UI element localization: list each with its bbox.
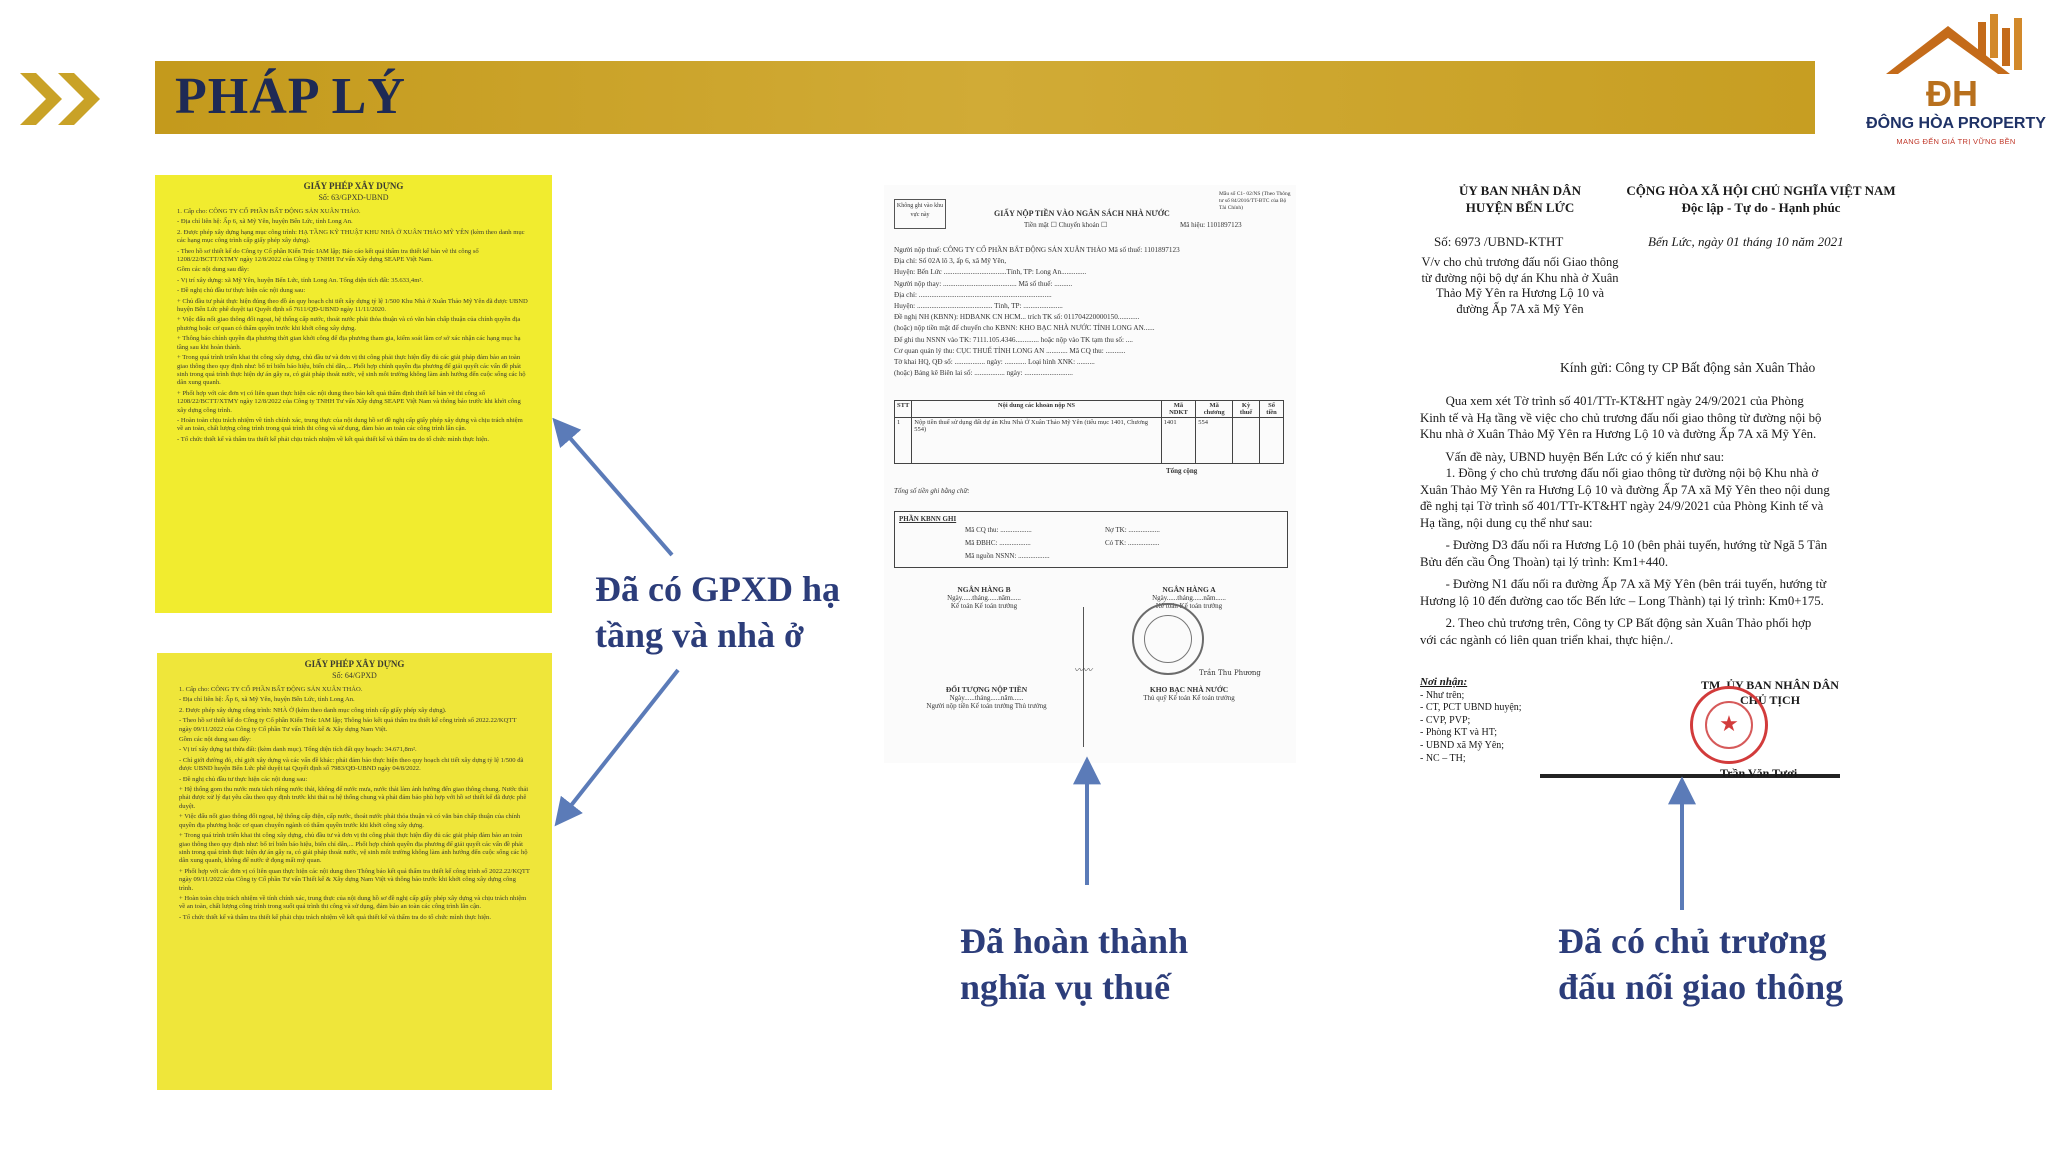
table-cell: 1 (895, 418, 912, 464)
arrow-to-permit1 (556, 422, 672, 555)
table-header: Mã NDKT (1161, 401, 1196, 418)
ubnd-subject: V/v cho chủ trương đấu nối Giao thông từ đường nội bộ dự án Khu nhà ở Xuân Thảo Mỹ Yên ra Hương Lộ 10 và đường Ấp 7A xã Mỹ Yên (1421, 255, 1619, 316)
kbnn-field: Có TK: .................. (1105, 539, 1160, 547)
permit-line: + Trong quá trình triển khai thi công xây dựng, chủ đầu tư và đơn vị thi công phải thực hiện đầy đủ các giải pháp đảm bảo an toàn giao thông theo quy định như: bố trí biển báo hiệu, biển chỉ dẫn,... Phối hợp chính quyền địa phương để giải quyết các vấn đề phát sinh trong quá trình thực hiện dự án gây ra, có giải pháp thoát nước, vệ sinh môi trường không làm ảnh hưởng đến cuộc sống các hộ dân xung quanh. (177, 354, 526, 387)
tax-subtitle: Tiền mặt ☐ Chuyển khoản ☐ (1024, 221, 1108, 229)
caption-line: Đã có GPXD hạ (595, 569, 840, 609)
caption-line: Đã hoàn thành (960, 921, 1189, 961)
bank-accountant: Kế toán Kế toán trưởng (1155, 602, 1223, 610)
ubnd-paragraph: Qua xem xét Tờ trình số 401/TTr-KT&HT ngày 24/9/2021 của Phòng (1420, 394, 1804, 408)
treasury-block (1099, 685, 1279, 702)
recipient-item: - UBND xã Mỹ Yên; (1420, 739, 1505, 751)
permit-line: + Hệ thống gom thu nước mưa tách riêng nước thải, không để nước mưa, nước thải làm ảnh hưởng đến giao thông chung. Nước thải phải được xử lý đạt yêu cầu theo quy định trước khi thải ra hệ thống chung và phải đảm bảo phù hợp với hồ sơ thiết kế đã được phê duyệt. (179, 786, 529, 810)
ubnd-paragraph: - Đường D3 đấu nối ra Hương Lộ 10 (bên phải tuyến, hướng từ Ngã 5 Tân (1420, 538, 1828, 552)
tax-payment-document (884, 185, 1296, 763)
ubnd-paragraph: 1. Đồng ý cho chủ trương đấu nối giao thông từ đường nội bộ Khu nhà ở (1420, 466, 1819, 480)
permit-line: 2. Được phép xây dựng công trình: NHÀ Ở (kèm theo danh mục công trình cấp giấy phép xây dựng). (179, 706, 447, 714)
payer-sub: Người nộp tiền Kế toán trưởng Thủ trưởng (926, 702, 1047, 710)
permit-line: - Vị trí xây dựng tại thửa đất: (kèm danh mục). Tổng diện tích đất quy hoạch: 34.671,8m². (179, 746, 417, 754)
ubnd-signer: Trần Văn Tươi (1720, 766, 1798, 780)
caption-line: Đã có chủ trương (1558, 921, 1827, 961)
tax-line: Để ghi thu NSNN vào TK: 7111.105.4346............. hoặc nộp vào TK tạm thu số: .... (894, 335, 1133, 344)
bank-b (904, 585, 1064, 610)
building-permit-housing (157, 653, 552, 1090)
bank-accountant: Kế toán Kế toán trưởng (950, 602, 1018, 610)
bank-a (1099, 585, 1279, 610)
treasury-sub: Thủ quỹ Kế toán Kế toán trưởng (1143, 694, 1235, 702)
ubnd-paragraph: đề nghị tại Tờ trình số 401/TTr-KT&HT ngày 24/9/2021 của Phòng Kinh tế và (1420, 499, 1824, 513)
permit-line: - Địa chỉ liên hệ: Ấp 6, xã Mỹ Yên, huyện Bến Lức, tỉnh Long An. (179, 696, 355, 704)
permit-title: GIẤY PHÉP XÂY DỰNG (303, 181, 404, 191)
permit-body (157, 680, 552, 922)
permit-line: - Đề nghị chủ đầu tư thực hiện các nội dung sau: (177, 287, 306, 295)
tax-line: Địa chỉ: Số 02A lô 3, ấp 6, xã Mỹ Yên, (894, 257, 1007, 266)
permit-line: + Thông báo chính quyền địa phương thời gian khởi công để địa phương tham gia, kiểm soát làm cơ sở xác nhận các hạng mục hạ tầng sau khi hoàn thành. (177, 335, 521, 351)
tax-line: Tờ khai HQ, QĐ số: ................. ngày: ............ Loại hình XNK: .......... (894, 358, 1095, 367)
tax-badge: Không ghi vào khu vực này (894, 199, 946, 229)
bank-date: Ngày......tháng......năm...... (1152, 594, 1226, 602)
recipient-item: - CVP, PVP; (1420, 714, 1471, 726)
permit-number: Số: 64/GPXD (332, 671, 377, 680)
sign-title-2: CHỦ TỊCH (1739, 693, 1801, 707)
permit-line: 2. Được phép xây dựng hạng mục công trình: HẠ TẦNG KỸ THUẬT KHU NHÀ Ở XUÂN THẢO MỸ YÊN (kèm theo danh mục các hạng mục công trình cấp giấy phép xây dựng). (177, 228, 525, 245)
table-header: Số tiền (1260, 401, 1284, 418)
title-bar (155, 61, 1815, 134)
permit-line: - Tổ chức thiết kế và thẩm tra thiết kế phải chịu trách nhiệm về kết quả thiết kế và thẩm tra do tổ chức mình thực hiện. (177, 435, 489, 443)
bank-a-title: NGÂN HÀNG A (1162, 585, 1216, 594)
ubnd-date: Bến Lức, ngày 01 tháng 10 năm 2021 (1648, 234, 1844, 249)
table-cell (1260, 418, 1284, 464)
permit-line: - Theo hồ sơ thiết kế do Công ty Cổ phần Kiến Trúc IAM lập; Thông báo kết quả thẩm tra thiết kế công trình số 2022.22/KQTT ngày 09/11/2022 của Công ty Cổ phần Tư vấn Thiết kế & Xây dựng Nam Việt. (179, 717, 517, 733)
tax-line: Đề nghị NH (KBNN): HDBANK CN HCM... trích TK số: 011704220000150............ (894, 313, 1140, 322)
ubnd-paragraph: Khu nhà ở Xuân Thảo Mỹ Yên ra Hương Lộ 10 và đường Ấp 7A xã Mỹ Yên. (1420, 427, 1817, 441)
caption-tax (960, 918, 1188, 1010)
tax-total: Tổng cộng (1166, 467, 1198, 475)
table-cell: 554 (1196, 418, 1233, 464)
recipient-item: - Phòng KT và HT; (1420, 727, 1498, 739)
treasury-title: KHO BẠC NHÀ NƯỚC (1149, 685, 1229, 694)
chevron-right-icon (20, 73, 62, 125)
sign-title-1: TM. ỦY BAN NHÂN DÂN (1701, 678, 1839, 692)
arrow-to-permit2 (558, 670, 678, 822)
ubnd-motto: Độc lập - Tự do - Hạnh phúc (1681, 200, 1841, 215)
permit-title: GIẤY PHÉP XÂY DỰNG (304, 659, 405, 669)
tax-words: Tổng số tiền ghi bằng chữ: (894, 487, 970, 495)
ubnd-paragraph: 2. Theo chủ trương trên, Công ty CP Bất động sản Xuân Thảo phối hợp (1420, 616, 1812, 630)
signer-name: Trần Thu Phương (1199, 669, 1261, 677)
kbnn-label: PHẦN KBNN GHI (899, 515, 957, 523)
ubnd-paragraph: Vấn đề này, UBND huyện Bến Lức có ý kiến như sau: (1420, 449, 1725, 464)
table-cell (1233, 418, 1260, 464)
table-cell: 1401 (1161, 418, 1196, 464)
tax-code: Mã hiệu: 1101897123 (1180, 221, 1242, 229)
tax-line: Địa chỉ: .......................................................................... (894, 290, 1052, 299)
ubnd-body (1420, 393, 1898, 648)
kbnn-field: Mã CQ thu: .................. (965, 526, 1032, 534)
permit-line: + Việc đấu nối giao thông đối ngoại, hệ thống cấp điện, cấp nước, thoát nước phải thỏa thuận và có văn bản chấp thuận của chính quyền địa phương hoặc cơ quan chuyên ngành có thẩm quyền trước khi khởi công xây dựng. (179, 813, 521, 829)
ubnd-paragraph: - Đường N1 đấu nối ra đường Ấp 7A xã Mỹ Yên (bên trái tuyến, hướng từ (1420, 577, 1827, 591)
chevron-right-icon (58, 73, 100, 125)
table-header: Nội dung các khoản nộp NS (912, 401, 1161, 418)
payer-block (894, 685, 1079, 710)
permit-line: - Chỉ giới đường đỏ, chỉ giới xây dựng và các vấn đề khác: phải đảm bảo thực hiện theo quy hoạch chi tiết xây dựng tỷ lệ 1/500 đã được UBND huyện Bến Lức phê duyệt tại Quyết định số 7983/QĐ-UBND ngày 04/8/2022. (179, 756, 524, 773)
signature-icon: 〰〰 (1074, 666, 1093, 676)
table-header: Kỳ thuế (1233, 401, 1260, 418)
ubnd-left-heading: ỦY BAN NHÂN DÂN HUYỆN BẾN LỨC (1459, 183, 1581, 215)
kbnn-field: Mã nguồn NSNN: .................. (965, 552, 1050, 560)
kbnn-box (894, 511, 1288, 568)
ubnd-paragraph: Kinh tế và Hạ tầng về việc cho chủ trương đấu nối giao thông từ đường nội bộ (1420, 410, 1822, 425)
ubnd-paragraph: Bửu đến cầu Ông Thoàn) tại lý trình: Km1+440. (1420, 554, 1669, 569)
bank-date: Ngày......tháng......năm...... (949, 694, 1024, 702)
tax-table (894, 400, 1284, 464)
payer-title: ĐỐI TƯỢNG NỘP TIỀN (945, 685, 1028, 694)
permit-line: - Vị trí xây dựng: xã Mỹ Yên, huyện Bến Lức, tỉnh Long An. Tổng diện tích đất: 35.633,4m². (177, 276, 423, 284)
brand-name: ĐÔNG HÒA PROPERTY (1866, 115, 2046, 132)
tax-lines (894, 245, 1284, 379)
ubnd-paragraph: với các ngành có liên quan triển khai, thực hiện./. (1420, 632, 1674, 647)
caption-line: tầng và nhà ở (595, 615, 804, 655)
official-seal (1690, 686, 1768, 764)
tax-form-code: Mẫu số C1- 02/NS (Theo Thông tư số 84/2016/TT-BTC của Bộ Tài Chính) (1219, 191, 1291, 211)
ubnd-recipients (1420, 676, 1522, 765)
ubnd-nation: CỘNG HÒA XÃ HỘI CHỦ NGHĨA VIỆT NAM (1626, 183, 1896, 198)
permit-line: + Trong quá trình triển khai thi công xây dựng, chủ đầu tư và đơn vị thi công phải thực hiện đầy đủ các giải pháp đảm bảo an toàn giao thông theo quy định như: bố trí biển báo hiệu, biển chỉ dẫn,... Phối hợp chính quyền địa phương để giải quyết các vấn đề phát sinh trong quá trình thực hiện dự án gây ra, có giải pháp thoát nước, vệ sinh môi trường không làm ảnh hưởng đến cuộc sống các hộ dân xung quanh, không để nước ứ đọng mất mỹ quan. (179, 832, 528, 865)
ubnd-paragraph: Hạ tầng, nội dung cụ thể như sau: (1420, 515, 1593, 530)
permit-line: - Tổ chức thiết kế và thẩm tra thiết kế phải chịu trách nhiệm về kết quả thiết kế và thẩm tra do tổ chức mình thực hiện. (179, 913, 491, 921)
permit-line: Gồm các nội dung sau đây: (177, 266, 249, 274)
permit-body (155, 202, 552, 444)
ubnd-paragraph: Hương lộ 10 đến đường cao tốc Bến lức – Long Thành) tại lý trình: Km0+175. (1420, 593, 1824, 608)
permit-line: Gồm các nội dung sau đây: (179, 736, 251, 744)
kbnn-field: Mã ĐBHC: .................. (965, 539, 1031, 547)
kbnn-field: Nợ TK: .................. (1105, 526, 1160, 534)
tax-line: Người nộp thuế: CÔNG TY CỔ PHẦN BẤT ĐỘNG SẢN XUÂN THẢO Mã số thuế: 1101897123 (894, 246, 1180, 254)
permit-line: 1. Cấp cho: CÔNG TY CỔ PHẦN BẤT ĐỘNG SẢN XUÂN THẢO. (179, 686, 363, 693)
permit-line: 1. Cấp cho: CÔNG TY CỔ PHẦN BẤT ĐỘNG SẢN XUÂN THẢO. (177, 208, 361, 215)
ubnd-greeting: Kính gửi: Công ty CP Bất động sản Xuân Thảo (1560, 360, 1816, 375)
ubnd-signature-title (1660, 678, 1880, 708)
permit-number: Số: 63/GPXD-UBND (318, 193, 389, 202)
caption-gpxd (595, 566, 840, 658)
ubnd-right-heading (1616, 182, 1906, 216)
brand-mark: ĐH (1926, 73, 1978, 114)
permit-line: - Địa chỉ liên hệ: Ấp 6, xã Mỹ Yên, huyện Bến Lức, tỉnh Long An. (177, 218, 353, 226)
tax-line: Người nộp thay: ......................................... Mã số thuế: .......... (894, 279, 1073, 288)
recipients-label: Nơi nhận: (1420, 676, 1468, 688)
permit-line: + Phối hợp với các đơn vị có liên quan thực hiện các nội dung theo Thông báo kết quả thẩm tra thiết kế công trình số 2022.22/KQTT ngày 09/11/2022 của Công ty Cổ phần Tư vấn Thiết kế & Xây dựng Nam Việt và thông báo trước khi khởi công xây dựng công trình. (179, 867, 530, 892)
permit-line: + Hoàn toàn chịu trách nhiệm về tính chính xác, trung thực của nội dung hồ sơ đề nghị cấp giấy phép xây dựng và chịu trách nhiệm về an toàn, chất lượng công trình trong suốt quá trình thi công và sử dụng, đảm bảo an toàn các công trình lân cận. (179, 894, 527, 911)
bank-b-title: NGÂN HÀNG B (957, 585, 1011, 594)
tax-line: Huyện: Bến Lức ...................................Tỉnh, TP: Long An.............. (894, 268, 1087, 277)
tax-title: GIẤY NỘP TIỀN VÀO NGÂN SÁCH NHÀ NƯỚC (994, 209, 1170, 218)
bank-date: Ngày......tháng......năm...... (947, 594, 1021, 602)
ubnd-paragraph: Xuân Thảo Mỹ Yên ra Hương Lộ 10 và đường Ấp 7A xã Mỹ Yên theo nội dung (1420, 482, 1830, 497)
recipient-item: - Như trên; (1420, 689, 1465, 701)
caption-line: đấu nối giao thông (1558, 967, 1844, 1007)
permit-line: - Theo hồ sơ thiết kế do Công ty Cổ phần Kiến Trúc IAM lập; Báo cáo kết quả thẩm tra thiết kế bản vẽ thi công số 1208/22/BCTT/XTMY ngày 12/8/2022 của Công ty TNHH Tư vấn Xây dựng SEAPE Việt Nam. (177, 247, 479, 264)
permit-line: + Phối hợp với các đơn vị có liên quan thực hiện các nội dung theo báo kết quả thẩm định thiết kế bản vẽ thi công số 1208/22/BCTT/XTMY ngày 12/8/2022 của Công ty TNHH Tư vấn Xây dựng SEAPE Việt Nam và thông báo trước khi khởi công xây dựng công trình. (177, 389, 521, 414)
recipient-item: - NC – TH; (1420, 752, 1466, 764)
caption-traffic (1558, 918, 1843, 1010)
brand-slogan: MANG ĐẾN GIÁ TRỊ VỮNG BỀN (1896, 137, 2016, 146)
permit-line: - Hoàn toàn chịu trách nhiệm về tính chính xác, trung thực của nội dung hồ sơ đề nghị cấp giấy phép xây dựng và chịu trách nhiệm về an toàn, chất lượng công trình trong quá trình thi công và sử dụng, đảm bảo an toàn các công trình lân cận. (177, 416, 523, 433)
table-cell: Nộp tiền thuế sử dụng đất dự án Khu Nhà Ở Xuân Thảo Mỹ Yên (tiểu mục 1401, Chương 554) (912, 418, 1161, 464)
permit-line: + Chủ đầu tư phải thực hiện đúng theo đồ án quy hoạch chi tiết xây dựng tỷ lệ 1/500 Khu Nhà ở Xuân Thảo Mỹ Yên đã được UBND huyện Bến Lức phê duyệt tại Quyết định số 7611/QĐ-UBND ngày 11/11/2020. (177, 297, 528, 314)
building-permit-infrastructure (155, 175, 552, 613)
tax-line: Huyện: .......................................... Tỉnh, TP: ...................... (894, 302, 1063, 311)
recipient-item: - CT, PCT UBND huyện; (1420, 702, 1522, 714)
bank-stamp (1132, 603, 1204, 675)
table-header: Mã chương (1196, 401, 1233, 418)
tax-line: Cơ quan quản lý thu: CỤC THUẾ TỈNH LONG AN ............ Mã CQ thu: ........... (894, 346, 1126, 355)
tax-line: (hoặc) Bảng kê Biên lai số: ................. ngày: ........................... (894, 369, 1073, 378)
table-header: STT (895, 401, 912, 418)
tax-line: (hoặc) nộp tiền mặt để chuyển cho KBNN: KHO BẠC NHÀ NƯỚC TỈNH LONG AN...... (894, 324, 1155, 333)
caption-line: nghĩa vụ thuế (960, 967, 1171, 1007)
permit-line: - Đề nghị chủ đầu tư thực hiện các nội dung sau: (179, 775, 308, 783)
permit-line: + Việc đấu nối giao thông đối ngoại, hệ thống cấp nước, thoát nước phải thỏa thuận và có văn bản chấp thuận của chính quyền địa phương hoặc cơ quan có thẩm quyền trước khi khởi công xây dựng. (177, 316, 521, 332)
ubnd-number: Số: 6973 /UBND-KTHT (1434, 234, 1564, 249)
page-title: PHÁP LÝ (175, 68, 406, 125)
divider (1083, 607, 1084, 747)
traffic-connection-approval (1420, 180, 1898, 790)
